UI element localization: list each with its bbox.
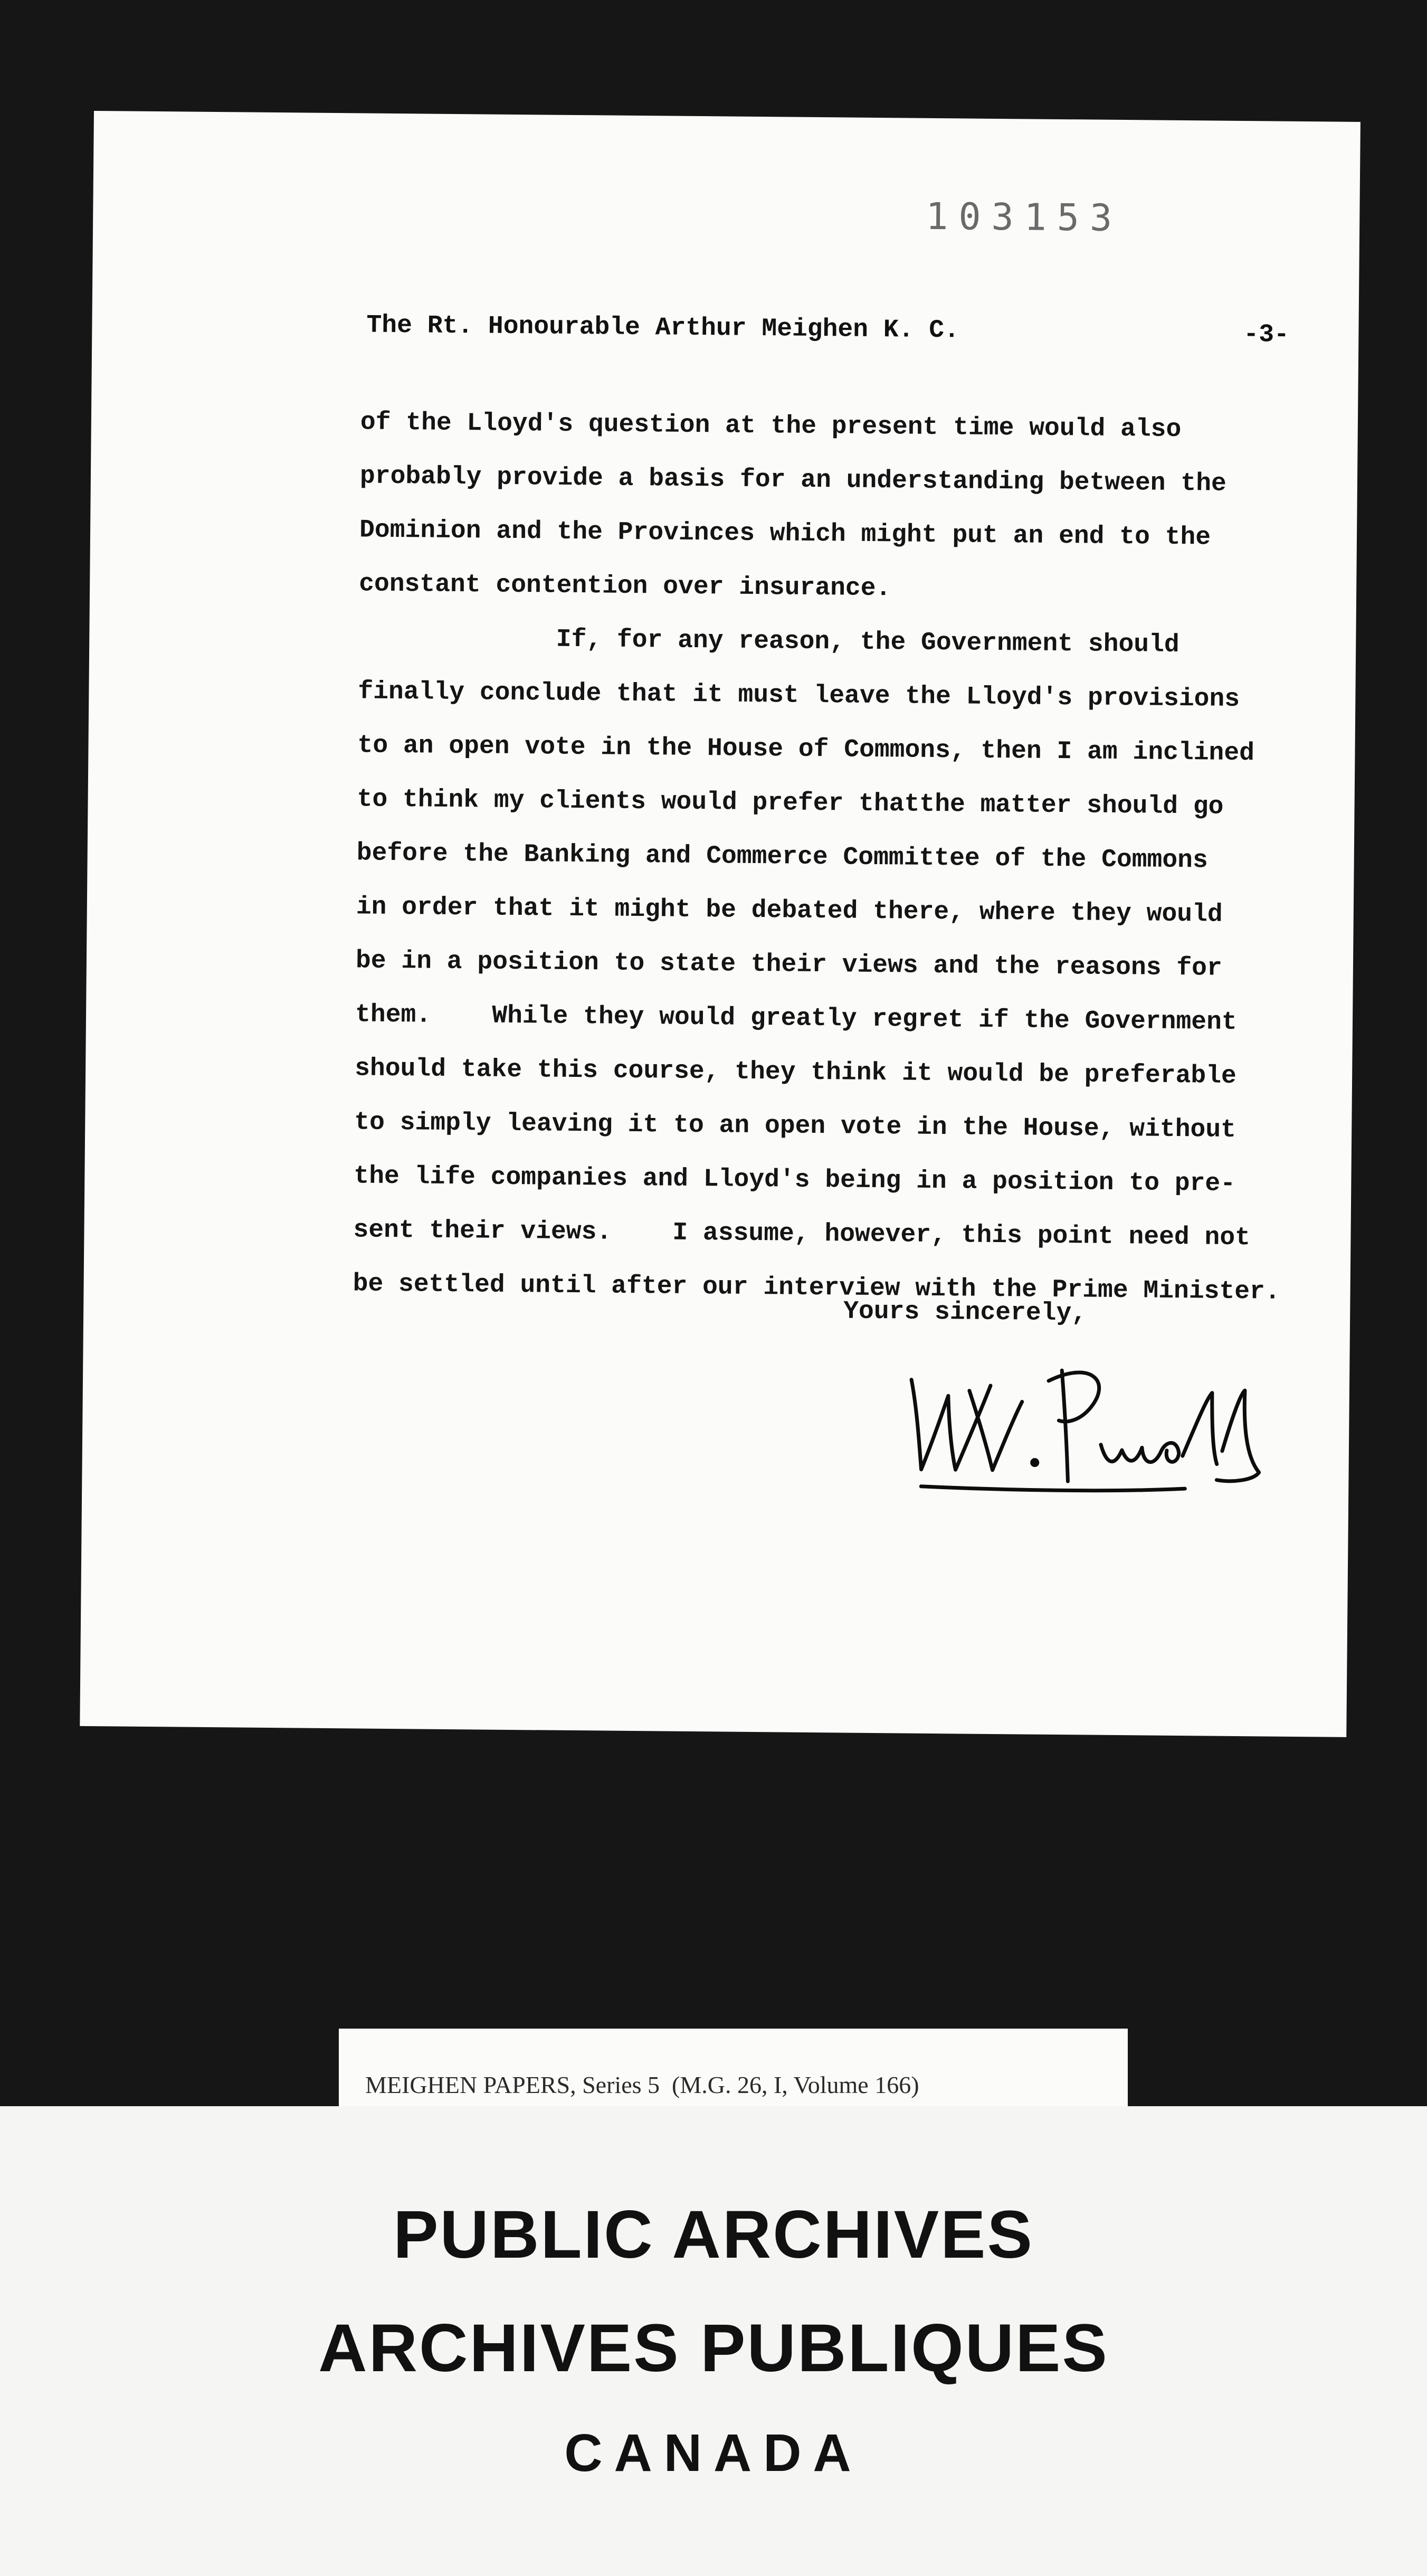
body-line: of the Lloyd's question at the present time would also (360, 408, 1182, 444)
body-line: be settled until after our interview with the Prime Minister. (353, 1270, 1280, 1306)
body-line: before the Banking and Commerce Committee of the Commons (356, 839, 1208, 875)
collection-reference: MEIGHEN PAPERS, Series 5 (M.G. 26, I, Volume 166) (365, 2071, 919, 2098)
body-line: probably provide a basis for an understanding between the (359, 462, 1227, 498)
banner-country: CANADA (564, 2423, 863, 2483)
archive-label-strip (339, 2029, 1128, 2116)
banner-title-english: PUBLIC ARCHIVES (393, 2197, 1034, 2272)
body-line: to think my clients would prefer thatthe matter should go (357, 785, 1224, 821)
body-line: finally conclude that it must leave the Lloyd's provisions (358, 677, 1240, 714)
banner-title-french: ARCHIVES PUBLIQUES (318, 2310, 1109, 2386)
body-line: them. While they would greatly regret if the Government (355, 1000, 1237, 1037)
body-line: in order that it might be debated there, where they would (356, 893, 1223, 929)
body-line: the life companies and Lloyd's being in a position to pre- (354, 1162, 1236, 1198)
archives-banner (0, 2106, 1427, 2576)
body-line: to simply leaving it to an open vote in the House, without (354, 1108, 1236, 1144)
body-line: should take this course, they think it would be preferable (354, 1054, 1237, 1091)
body-line: If, for any reason, the Government should (358, 623, 1179, 659)
body-line: sent their views. I assume, however, this point need not (353, 1216, 1251, 1253)
body-line: be in a position to state their views and the reasons for (355, 946, 1223, 983)
handwritten-signature (889, 1348, 1271, 1520)
body-line: Dominion and the Provinces which might put an end to the (359, 516, 1211, 552)
closing-salutation: Yours sincerely, (843, 1297, 1087, 1328)
addressee-heading: The Rt. Honourable Arthur Meighen K. C. (366, 311, 960, 345)
document-number-stamp: 103153 (925, 194, 1123, 240)
page-number: -3- (1243, 320, 1290, 349)
letter-page (80, 111, 1361, 1737)
body-line: constant contention over insurance. (358, 570, 891, 603)
letter-body (353, 395, 1331, 1319)
body-line: to an open vote in the House of Commons, then I am inclined (357, 731, 1255, 768)
